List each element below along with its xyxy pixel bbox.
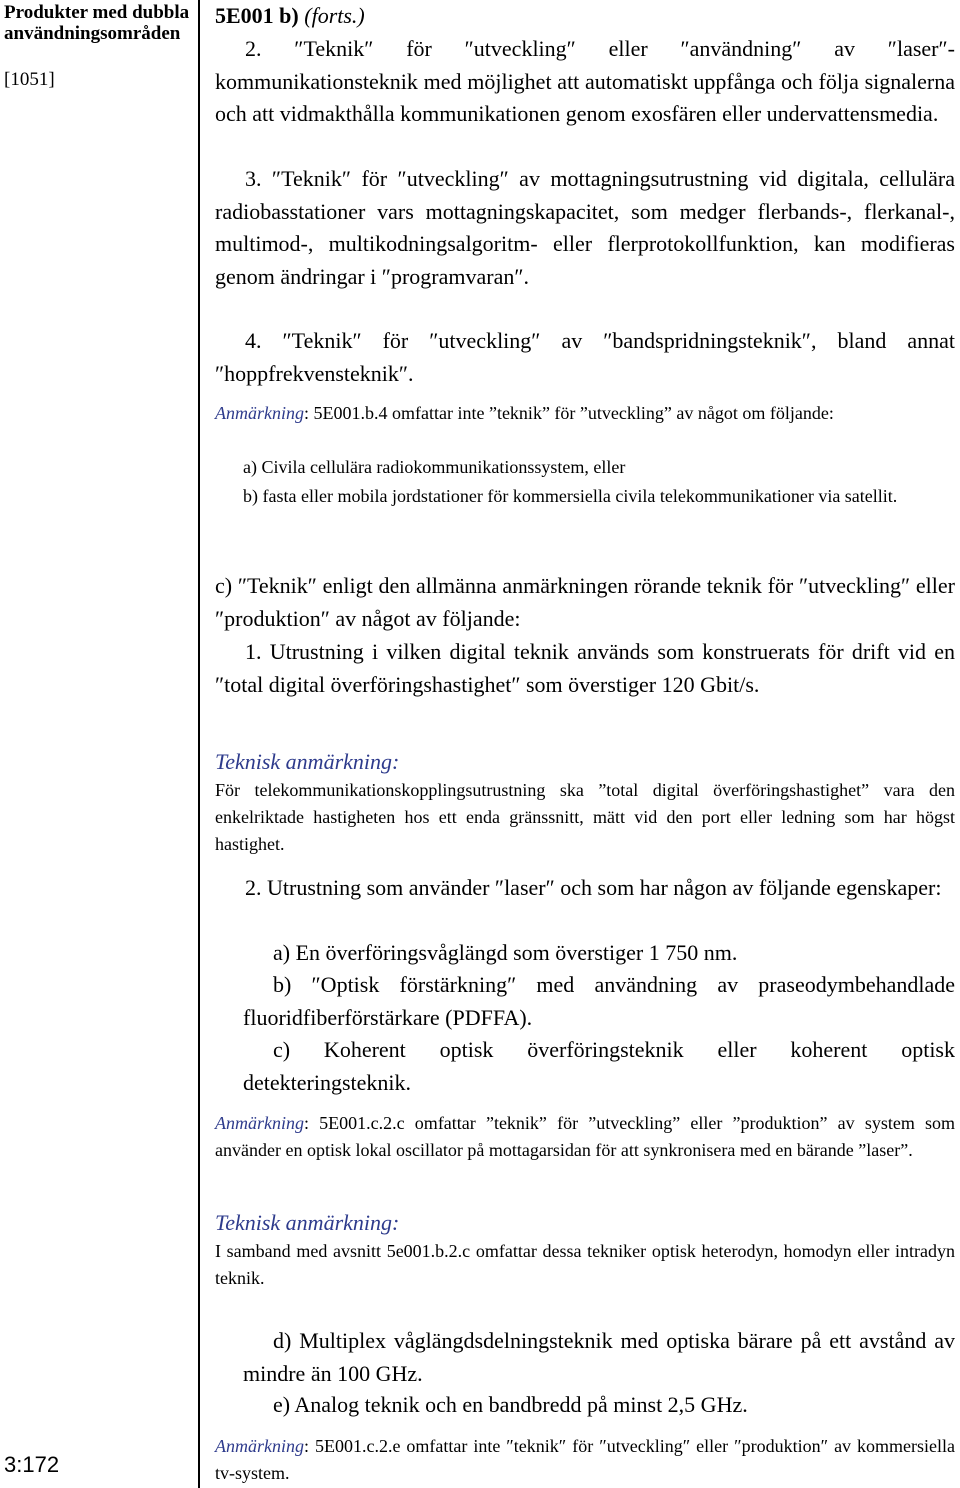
item-c2b: b) ″Optisk förstärkning″ med användning av praseodymbehandlade fluoridfiberförstärkare (PDFFA). — [243, 972, 955, 1030]
margin-reference: [1051] — [4, 69, 55, 90]
note-b4-item-b: b) fasta eller mobila jordstationer för kommersiella civila telekommunikationer via satellit. — [243, 486, 898, 506]
note2-label: Anmärkning — [215, 1113, 304, 1133]
item-c-intro: c) ″Teknik″ enligt den allmänna anmärkningen rörande teknik för ″utveckling″ eller ″produktion″ av något av följande: — [215, 573, 955, 631]
margin-title: Produkter med dubbla användningsområden — [4, 2, 190, 44]
item-c2a: a) En överföringsvåglängd som överstiger 1 750 nm. — [273, 940, 738, 965]
section-header — [215, 0, 955, 33]
item-c2e: e) Analog teknik och en bandbredd på minst 2,5 GHz. — [273, 1392, 748, 1417]
item-b3: 3. ″Teknik″ för ″utveckling″ av mottagningsutrustning vid digitala, cellulära radiobasstationer vars mottagningskapacitet, som medger flerbands-, flerkanal-, multimod-, multikodningsalgoritm- eller flerprotokollfunktion, kan modifieras genom ändringar i ″programvaran″. — [215, 166, 955, 289]
note2-text: : 5E001.c.2.c omfattar ”teknik” för ”utveckling” eller ”produktion” av system som använder en optisk lokal oscillator på mottagarsidan för att synkronisera med en bärande ”laser”. — [215, 1113, 955, 1160]
page-number: 3:172 — [4, 1452, 60, 1477]
technical-note-text: För telekommunikationskopplingsutrustning ska ”total digital överföringshastighet” vara den enkelriktade hastigheten hos ett enda gränssnitt, mätt vid den port eller ledning som har högst hastighet. — [215, 780, 955, 854]
item-c2c: c) Koherent optisk överföringsteknik eller koherent optisk detekteringsteknik. — [243, 1037, 955, 1095]
section-code: 5E001 b) — [215, 3, 299, 28]
item-b4: 4. ″Teknik″ för ″utveckling″ av ″bandspridningsteknik″, bland annat ″hoppfrekvensteknik″. — [215, 328, 955, 386]
item-b2: 2. ″Teknik″ för ″utveckling″ eller ″användning″ av ″laser″-kommunikationsteknik med möjlighet att automatiskt uppfånga och följa signalerna och att vidmakthålla kommunikationen genom exosfären eller undervattensmedia. — [215, 36, 955, 126]
note-b4 — [215, 400, 955, 427]
note3-label: Anmärkning — [215, 1436, 304, 1456]
margin-column — [0, 0, 198, 1488]
section-continued: (forts.) — [304, 3, 365, 28]
item-c2: 2. Utrustning som använder ″laser″ och som har någon av följande egenskaper: — [245, 875, 942, 900]
note-text: : 5E001.b.4 omfattar inte ”teknik” för ”utveckling” av något om följande: — [304, 403, 834, 423]
note3-text: : 5E001.c.2.e omfattar inte ″teknik″ för ″utveckling″ eller ″produktion″ av kommersiella tv-system. — [215, 1436, 955, 1483]
technical-note2-label: Teknisk anmärkning: — [215, 1210, 400, 1235]
item-c2d: d) Multiplex våglängdsdelningsteknik med optiska bärare på ett avstånd av mindre än 100 GHz. — [243, 1328, 955, 1386]
note-b4-item-a: a) Civila cellulära radiokommunikationssystem, eller — [243, 457, 626, 477]
margin-divider — [198, 0, 200, 1488]
note-c2c — [215, 1110, 955, 1164]
technical-note2-text: I samband med avsnitt 5e001.b.2.c omfattar dessa tekniker optisk heterodyn, homodyn eller intradyn teknik. — [215, 1241, 955, 1288]
item-c1: 1. Utrustning i vilken digital teknik används som konstruerats för drift vid en ″total digital överföringshastighet″ som överstiger 120 Gbit/s. — [215, 639, 955, 697]
note-c2e — [215, 1433, 955, 1487]
note-label: Anmärkning — [215, 403, 304, 423]
technical-note-label: Teknisk anmärkning: — [215, 749, 400, 774]
